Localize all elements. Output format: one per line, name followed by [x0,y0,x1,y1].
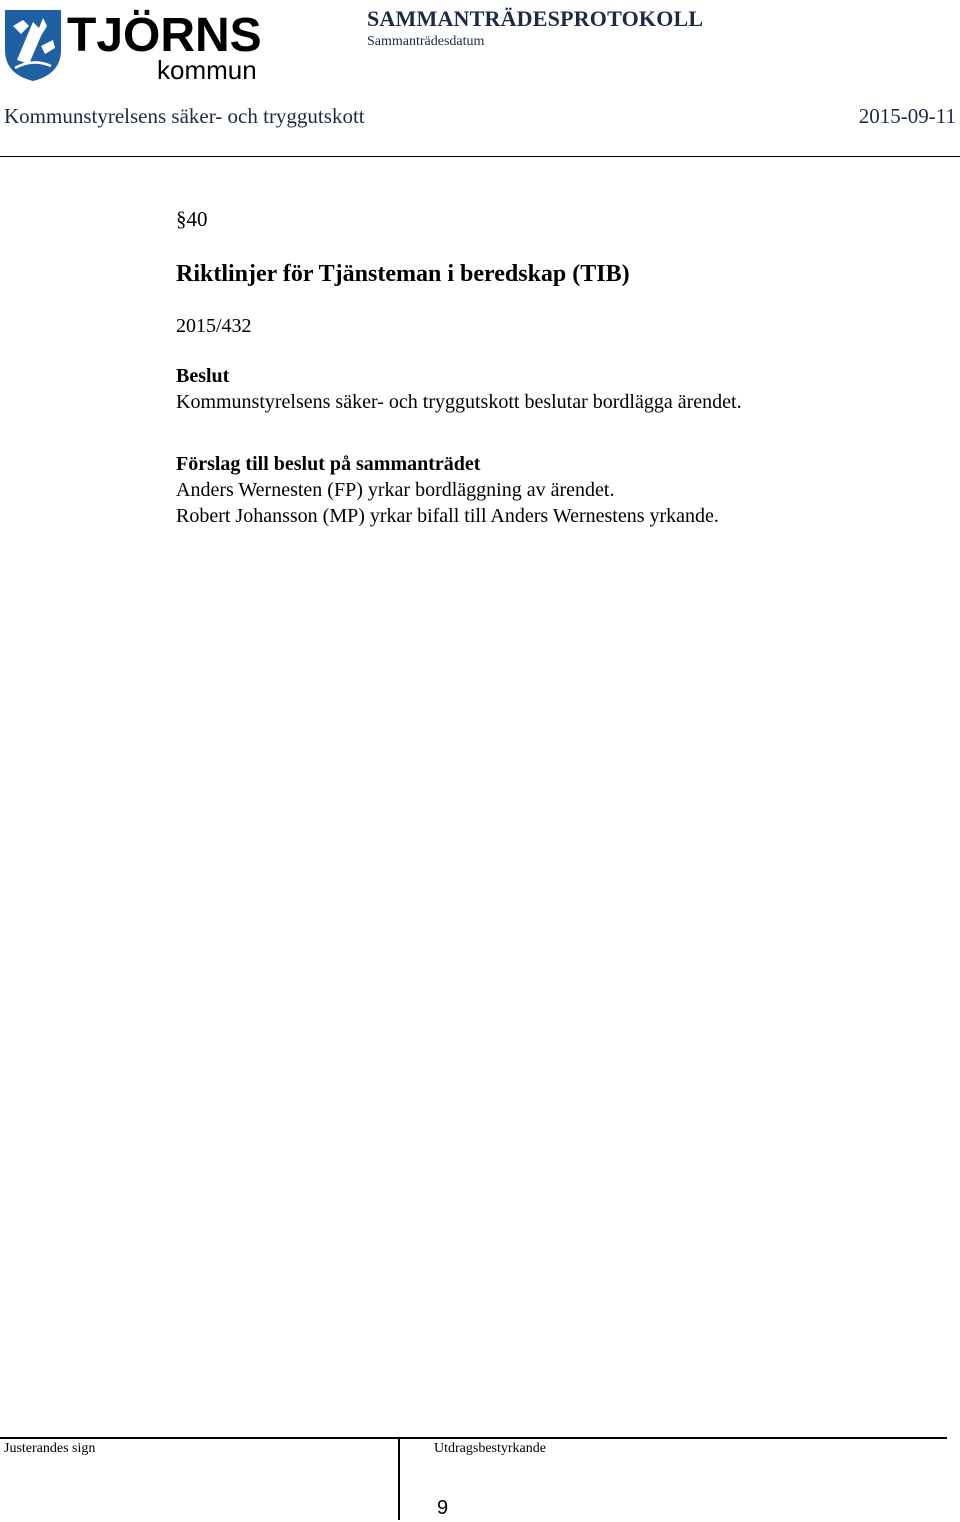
signature-label: Justerandes sign [4,1441,96,1456]
protocol-title: SAMMANTRÄDESPROTOKOLL [367,6,704,31]
decision-heading: Beslut [176,365,230,387]
logo-main-text: TJÖRNS [67,9,262,62]
page-number: 9 [437,1497,449,1519]
footer-divider [0,1437,947,1439]
protocol-item [176,205,946,529]
header-divider [0,156,960,157]
decision-text: Kommunstyrelsens säker- och tryggutskott beslutar bordlägga ärendet. [176,391,742,413]
logo-sub-text: kommun [157,55,257,82]
paragraph-number: §40 [176,207,208,231]
extract-certification-label: Utdragsbestyrkande [434,1441,546,1456]
item-title: Riktlinjer för Tjänsteman i beredskap (TIB) [176,261,630,287]
decision-section [176,363,946,415]
logo [3,6,265,82]
footer-column-divider [398,1438,400,1520]
proposal-line: Anders Wernesten (FP) yrkar bordläggning av ärendet. [176,479,615,501]
proposal-section [176,451,946,529]
meeting-date: 2015-09-11 [858,104,956,128]
committee-name: Kommunstyrelsens säker- och tryggutskott [4,104,365,128]
proposal-heading: Förslag till beslut på sammanträdet [176,453,481,475]
municipality-coat-of-arms-icon [3,6,265,82]
meeting-date-label: Sammanträdesdatum [367,34,485,49]
proposal-line: Robert Johansson (MP) yrkar bifall till Anders Wernestens yrkande. [176,505,719,527]
case-number: 2015/432 [176,315,252,337]
